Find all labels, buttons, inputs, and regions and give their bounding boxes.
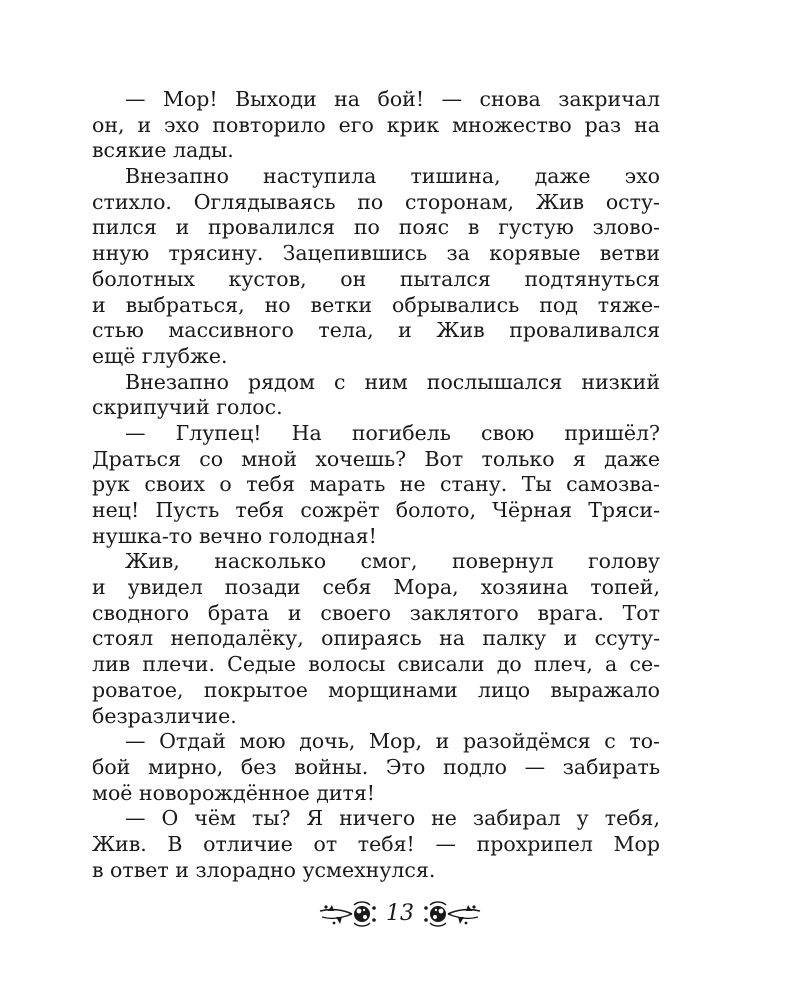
floral-vignette-icon bbox=[318, 899, 378, 929]
text-line: стоял неподалёку, опираясь на палку и ссуту- bbox=[92, 626, 660, 651]
text-line: — Глупец! На погибель свою пришёл? bbox=[125, 420, 660, 445]
page-folio bbox=[0, 896, 800, 932]
text-line: — Отдай мою дочь, Мор, и разойдёмся с то- bbox=[125, 729, 660, 754]
text-line: Жив, насколько смог, повернул голову bbox=[125, 549, 660, 574]
text-line: и увидел позади себя Мора, хозяина топей, bbox=[92, 575, 660, 600]
page-number: 13 bbox=[386, 901, 414, 926]
text-line: нную трясину. Зацепившись за корявые ветви bbox=[92, 241, 660, 266]
text-line: болотных кустов, он пытался подтянуться bbox=[92, 266, 660, 291]
text-line: — О чём ты? Я ничего не забирал у тебя, bbox=[125, 806, 660, 831]
text-line: рук своих о тебя марать не стану. Ты самозва- bbox=[92, 472, 660, 497]
text-line: стихло. Оглядываясь по сторонам, Жив осту- bbox=[92, 189, 660, 214]
text-line: лив плечи. Седые волосы свисали до плеч, а се- bbox=[92, 652, 660, 677]
text-line: всякие лады. bbox=[92, 138, 234, 163]
text-line: в ответ и злорадно усмехнулся. bbox=[92, 857, 436, 882]
floral-vignette-icon bbox=[422, 899, 482, 929]
text-line: — Мор! Выходи на бой! — снова закричал bbox=[125, 87, 660, 111]
text-line: безразличие. bbox=[92, 703, 237, 728]
text-line: ещё глубже. bbox=[92, 343, 228, 368]
text-line: пился и провалился по пояс в густую злово- bbox=[92, 215, 660, 240]
text-line: бой мирно, без войны. Это подло — забирать bbox=[92, 754, 660, 779]
text-line: роватое, покрытое морщинами лицо выражало bbox=[92, 677, 660, 702]
text-line: стью массивного тела, и Жив проваливался bbox=[92, 318, 660, 343]
text-line: Жив. В отличие от тебя! — прохрипел Мор bbox=[92, 831, 660, 856]
text-line: Внезапно рядом с ним послышался низкий bbox=[125, 369, 660, 394]
text-line: и выбраться, но ветки обрывались под тяже- bbox=[92, 292, 660, 317]
text-line: нушка-то вечно голодная! bbox=[92, 523, 377, 548]
text-line: он, и эхо повторило его крик множество раз на bbox=[92, 112, 660, 137]
text-line: сводного брата и своего заклятого врага. Тот bbox=[92, 600, 660, 625]
text-line: Внезапно наступила тишина, даже эхо bbox=[125, 164, 660, 189]
text-line: нец! Пусть тебя сожрёт болото, Чёрная Тряси- bbox=[92, 498, 660, 522]
text-line: скрипучий голос. bbox=[92, 395, 283, 420]
text-line: Драться со мной хочешь? Вот только я даже bbox=[92, 446, 660, 471]
body-text bbox=[92, 87, 660, 883]
text-line: моё новорождённое дитя! bbox=[92, 780, 376, 805]
